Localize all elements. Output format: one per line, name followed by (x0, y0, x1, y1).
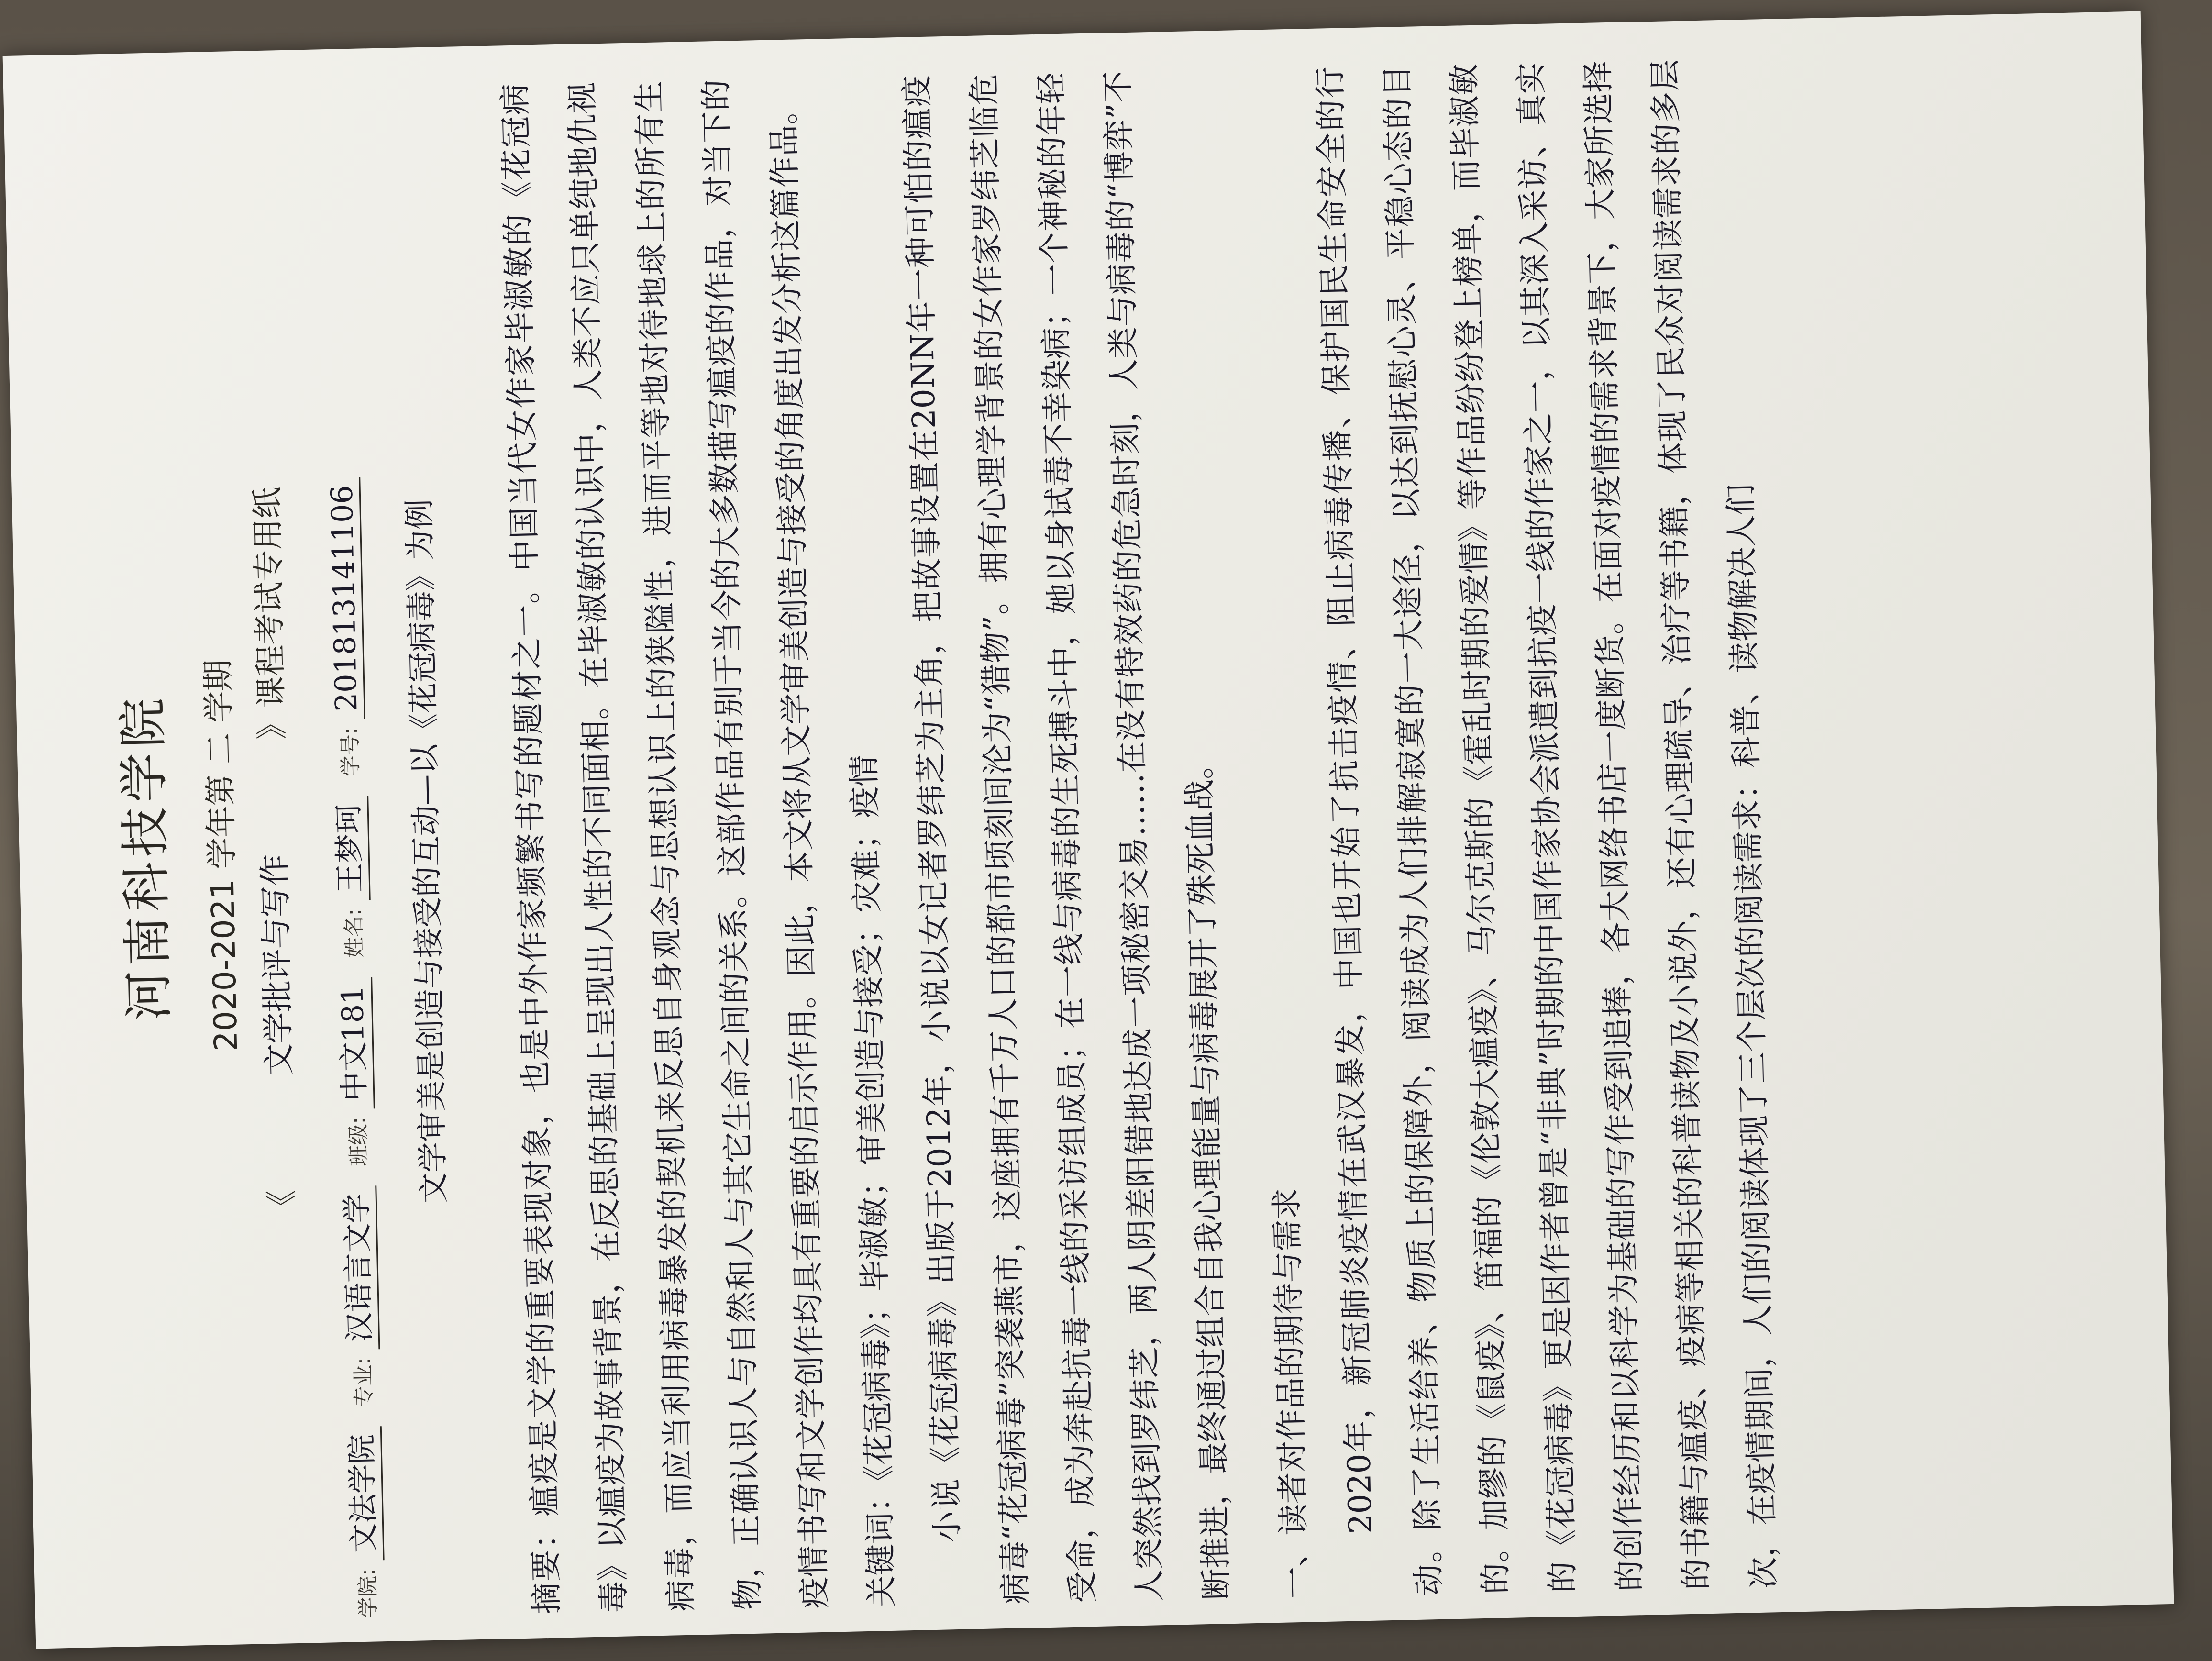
essay-body (482, 57, 1797, 1615)
name-value: 王梦珂 (324, 796, 371, 901)
course-suffix: 》课程考试专用纸 (248, 487, 291, 740)
school-name: 河南科技学院 (113, 693, 178, 1021)
intro-paragraph: 小说《花冠病毒》出版于2012年，小说以女记者罗纬芝为主角，把故事设置在20NN年一种可怕的瘟疫病毒“花冠病毒”突袭燕市，这座拥有千万人口的都市顷刻间沦为“猎物”。拥有心理学背景的女作家罗纬芝临危受命，成为奔赴抗毒一线的采访组成员；在一线与病毒的生死搏斗中，她以身试毒不幸染病；一个神秘的年轻人突然找到罗纬芝，两人阴差阳错地达成一项秘密交易……在没有特效药的危急时刻，人类与病毒的“博弈”不断推进，最终通过组合自我心理能量与病毒展开了殊死血战。 (898, 70, 1235, 1605)
abstract-paragraph: 摘要：瘟疫是文学的重要表现对象，也是中外作家频繁书写的题材之一。中国当代女作家毕淑敏的《花冠病毒》以瘟疫为故事背景，在反思的基础上呈现出人性的不同面相。在毕淑敏的认识中，人类不应只单纯地仇视病毒，而应当利用病毒暴发的契机来反思自身观念与思想认识上的狭隘性，进而平等地对待地球上的所有生物，正确认识人与自然和人与其它生命之间的关系。这部作品有别于当今的大多数描写瘟疫的作品，对当下的疫情书写和文学创作均具有重要的启示作用。因此，本文将从文学审美创造与接受的角度出发分析这篇作品。 (497, 79, 833, 1615)
name-label: 姓名: (342, 908, 367, 958)
college-value: 文法学院 (338, 1426, 385, 1561)
id-value: 201813141106 (324, 477, 365, 720)
course-open-bracket: 《 (263, 1189, 301, 1222)
term-line: 2020-2021 学年第 二 学期 (199, 659, 245, 1052)
class-value: 中文181 (328, 977, 375, 1109)
course-name: 文学批评与写作 (256, 853, 298, 1076)
student-info-line (310, 87, 386, 1618)
class-label: 班级: (346, 1117, 372, 1167)
body-paragraph: 2020年，新冠肺炎疫情在武汉暴发，中国也开始了抗击疫情、阻止病毒传播、保护国民生命安全的行动。除了生活给养、物质上的保障外，阅读成为人们排解寂寞的一大途径，以达到抚慰心灵、平稳心态的目的。加缪的《鼠疫》、笛福的《伦敦大瘟疫》、马尔克斯的《霍乱时期的爱情》等作品纷纷登上榜单，而毕淑敏的《花冠病毒》更是因作者曾是“非典”时期的中国作家协会派遣到抗疫一线的作家之一，以其深入采访、真实的创作经历和以科学为基础的写作受到追捧，各大网络书店一度断货。在面对疫情的需求背景下，大家所选择的书籍与瘟疫、疫病等相关的科普读物及小说外，还有心理疏导、治疗等书籍，体现了民众对阅读需求的多层次，在疫情期间，人们的阅读体现了三个层次的阅读需求：科普、读物解决人们 (1311, 59, 1782, 1596)
paper-content (42, 50, 2130, 1624)
major-label: 专业: (351, 1357, 376, 1407)
exam-paper (3, 11, 2174, 1649)
keywords-line: 关键词：《花冠病毒》；毕淑敏；审美创造与接受；灾难；疫情 (845, 754, 900, 1608)
id-label: 学号: (338, 727, 364, 777)
essay-title: 文学审美是创造与接受的互动—以《花冠病毒》为例 (402, 498, 453, 1204)
section-heading: 一、读者对作品的期待与需求 (1268, 1187, 1314, 1599)
paper-header (42, 84, 542, 1624)
college-label: 学院: (355, 1568, 381, 1618)
major-value: 汉语言文学 (332, 1185, 380, 1350)
